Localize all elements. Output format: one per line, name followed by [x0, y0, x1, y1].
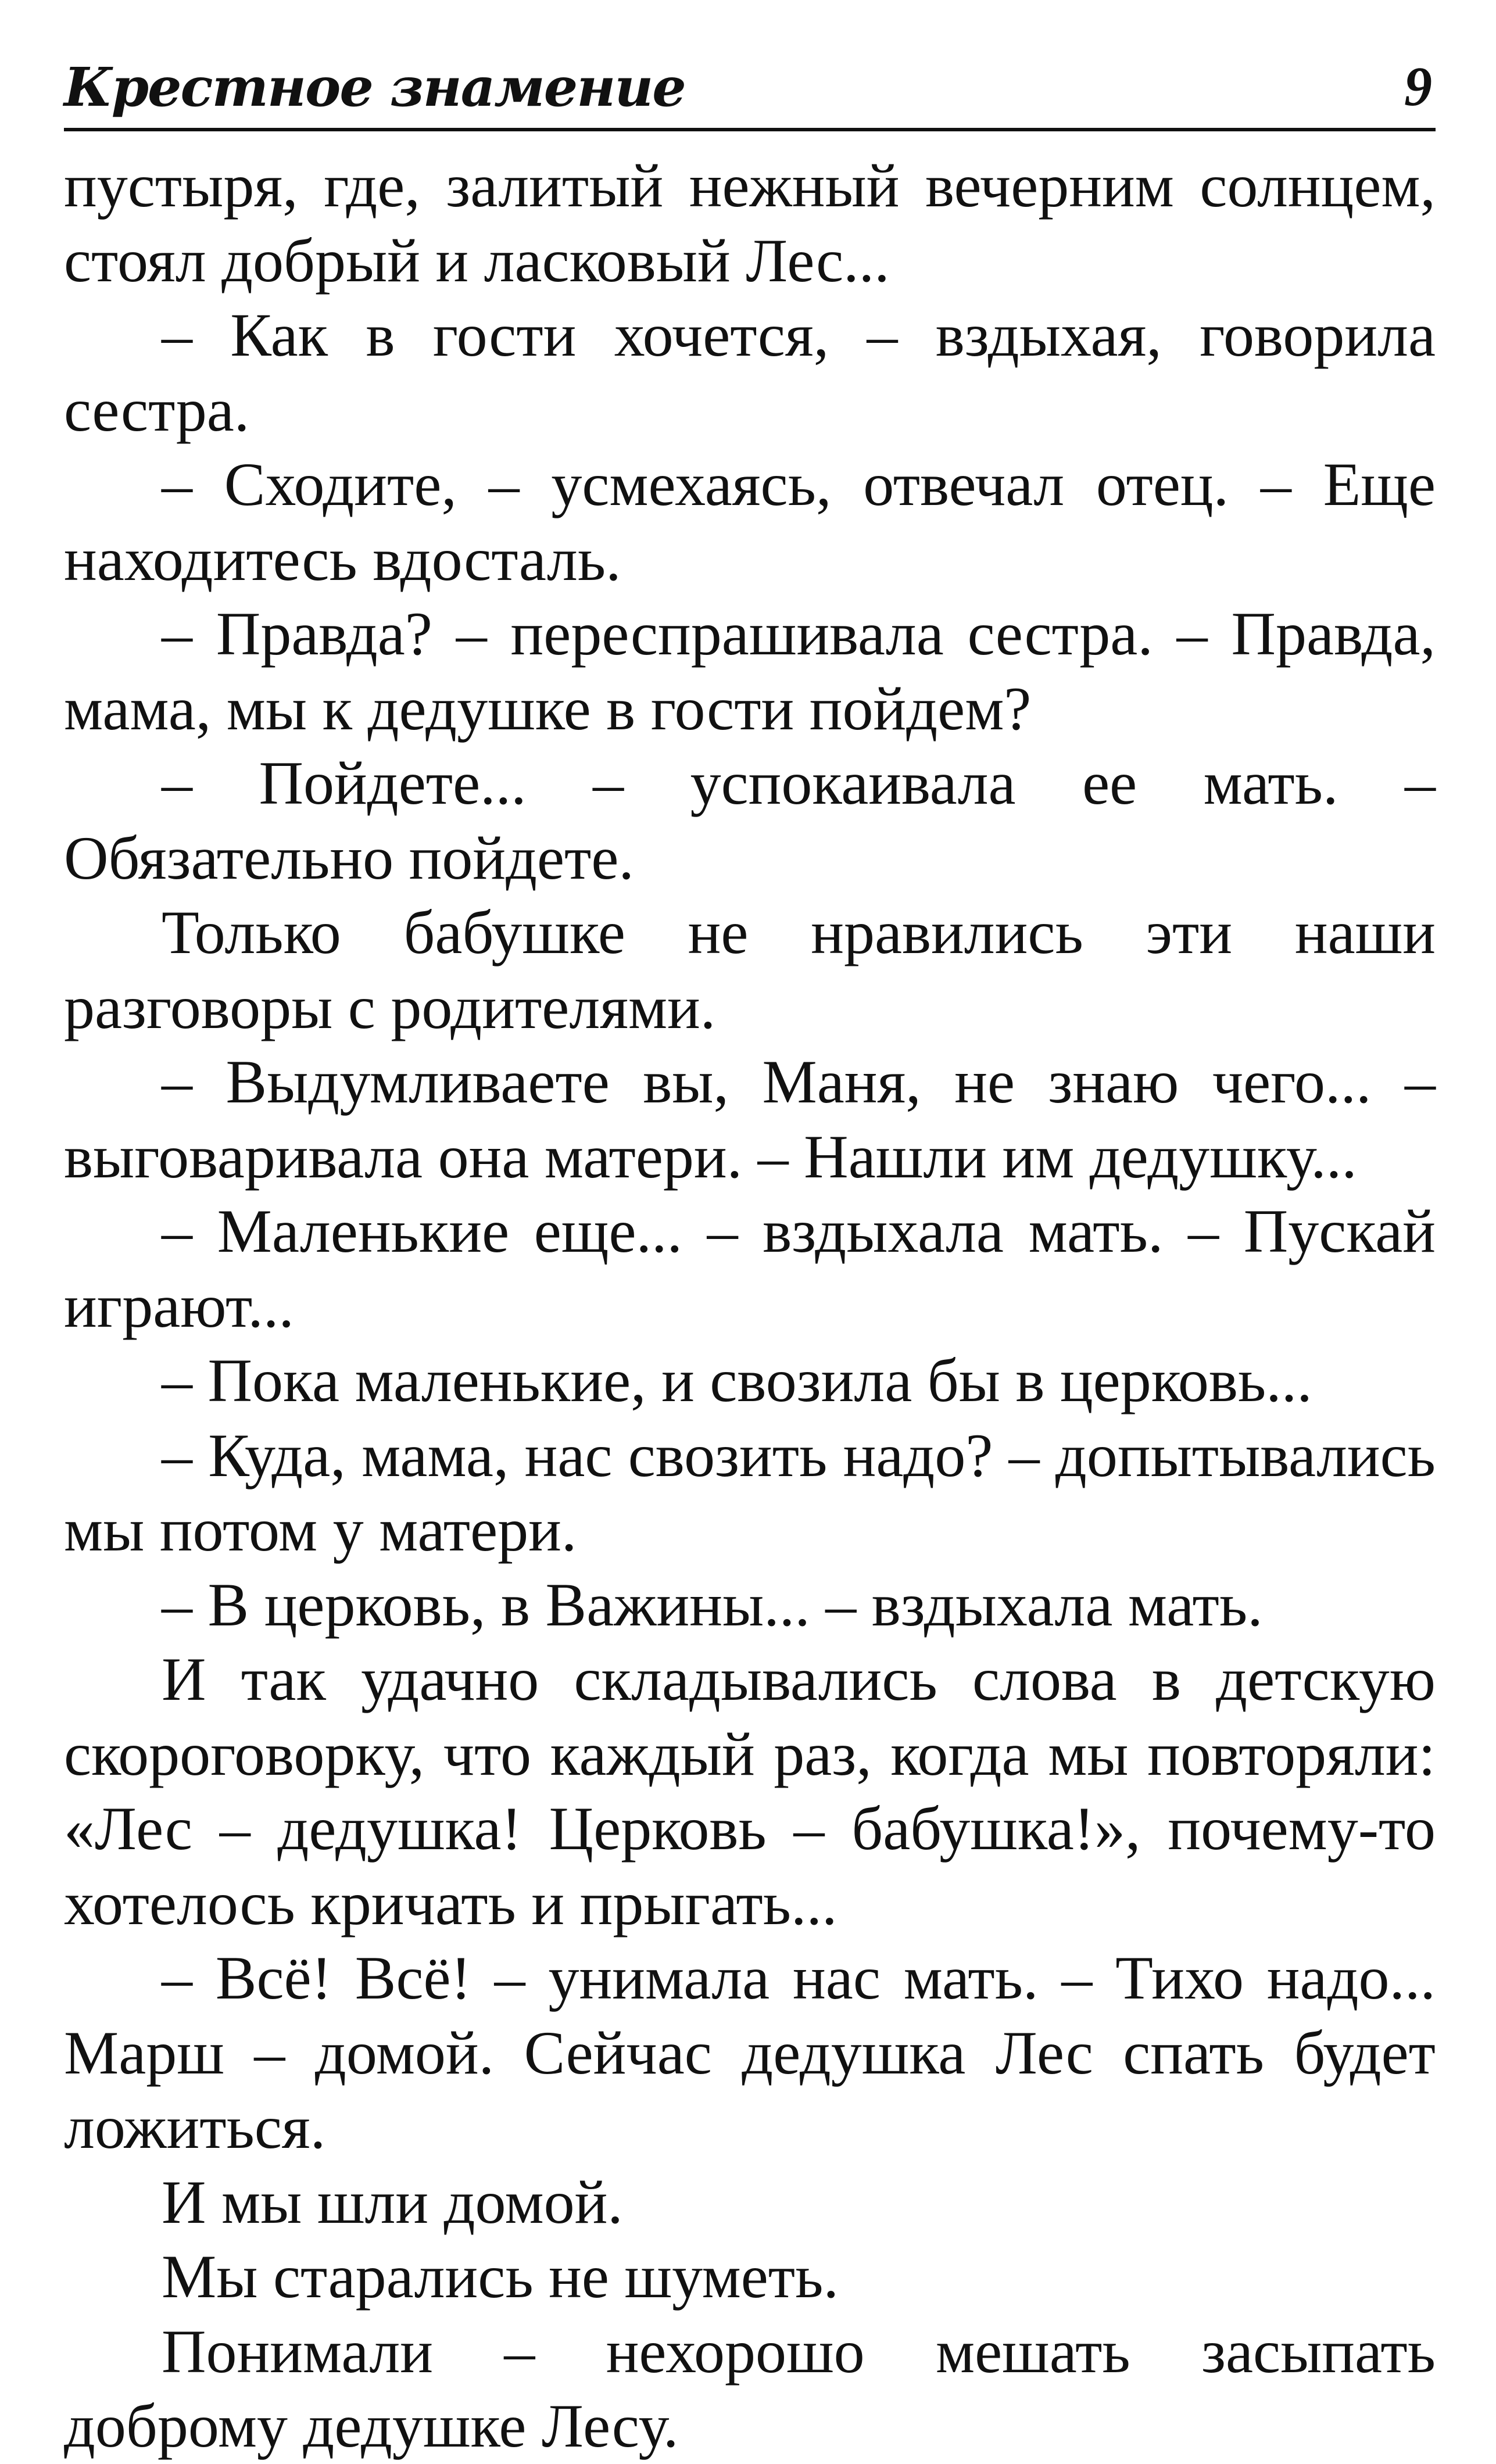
- page-number: 9: [1404, 55, 1432, 117]
- paragraph: – Маленькие еще... – вздыхала мать. – Пускай играют...: [64, 1197, 1436, 1340]
- paragraph: – Пока маленькие, и свозила бы в церковь...: [162, 1346, 1312, 1414]
- paragraph: пустыря, где, залитый нежный вечерним солнцем, стоял добрый и ласковый Лес...: [64, 152, 1436, 295]
- paragraph: Только бабушке не нравились эти наши разговоры с родителями.: [64, 898, 1436, 1041]
- paragraph: – Правда? – переспрашивала сестра. – Правда, мама, мы к дедушке в гости пойдем?: [64, 600, 1436, 743]
- paragraph: – Куда, мама, нас свозить надо? – допытывались мы потом у матери.: [64, 1421, 1436, 1564]
- paragraph: Понимали – нехорошо мешать засыпать доброму дедушке Лесу.: [64, 2317, 1436, 2460]
- paragraph: – В церковь, в Важины... – вздыхала мать.: [162, 1570, 1263, 1639]
- running-title: Крестное знамение: [64, 56, 685, 119]
- book-page: [64, 41, 1436, 2460]
- paragraph: Мы старались не шуметь.: [162, 2243, 839, 2311]
- running-header: [64, 41, 1436, 131]
- paragraph: – Как в гости хочется, – вздыхая, говорила сестра.: [64, 301, 1436, 444]
- paragraph: – Сходите, – усмехаясь, отвечал отец. – Еще находитесь вдосталь.: [64, 450, 1436, 593]
- paragraph: И так удачно складывались слова в детскую скороговорку, что каждый раз, когда мы повторяли: «Лес – дедушка! Церковь – бабушка!», почему-то хотелось кричать и прыгать...: [64, 1645, 1436, 1937]
- paragraph: – Пойдете... – успокаивала ее мать. – Обязательно пойдете.: [64, 749, 1436, 892]
- paragraph: – Всё! Всё! – унимала нас мать. – Тихо надо... Марш – домой. Сейчас дедушка Лес спать будет ложиться.: [64, 1944, 1436, 2161]
- body-text: [64, 149, 1436, 2464]
- paragraph: И мы шли домой.: [162, 2168, 623, 2236]
- paragraph: – Выдумливаете вы, Маня, не знаю чего... – выговаривала она матери. – Нашли им дедушку...: [64, 1048, 1436, 1191]
